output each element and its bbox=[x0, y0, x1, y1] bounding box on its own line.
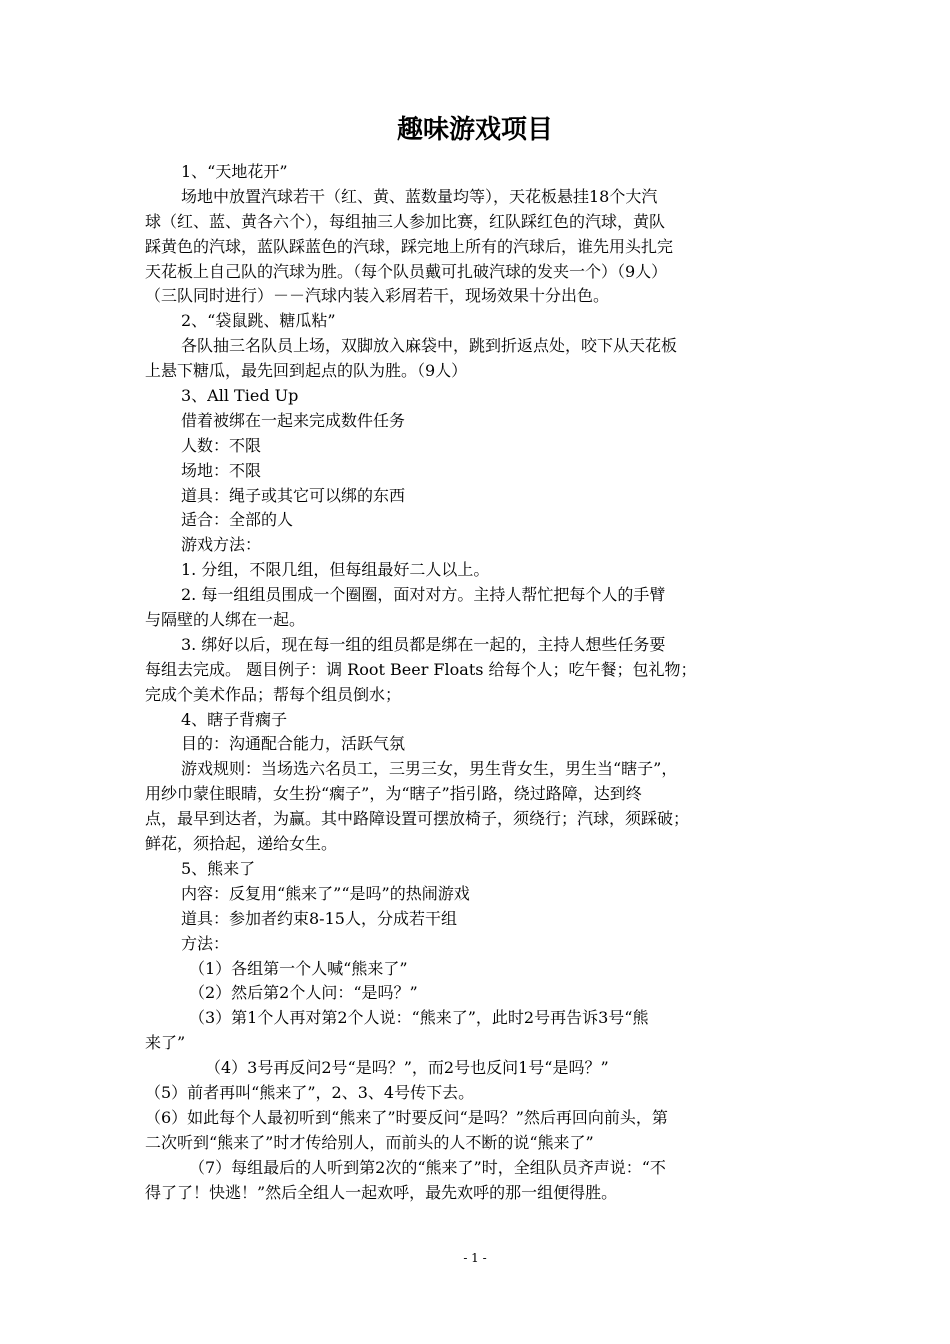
text-line: 2、“袋鼠跳、糖瓜粘” bbox=[181, 311, 336, 331]
text-line: 各队抽三名队员上场，双脚放入麻袋中，跳到折返点处，咬下从天花板 bbox=[181, 336, 678, 356]
text-line: （7）每组最后的人听到第2次的“熊来了”时，全组队员齐声说：“不 bbox=[189, 1157, 666, 1177]
text-line: 点，最早到达者，为赢。其中路障设置可摆放椅子，须绕行；汽球，须踩破； bbox=[145, 809, 690, 829]
text-line: （3）第1个人再对第2个人说：“熊来了”，此时2号再告诉3号“熊 bbox=[189, 1008, 649, 1028]
text-line: 借着被绑在一起来完成数件任务 bbox=[181, 410, 406, 430]
text-line: 踩黄色的汽球，蓝队踩蓝色的汽球，踩完地上所有的汽球后，谁先用头扎完 bbox=[145, 236, 674, 256]
text-line: （4）3号再反问2号“是吗？”，而2号也反问1号“是吗？” bbox=[205, 1058, 609, 1078]
text-line: 得了了！快逃！”然后全组人一起欢呼，最先欢呼的那一组便得胜。 bbox=[145, 1182, 618, 1202]
text-line: 天花板上自己队的汽球为胜。（每个队员戴可扎破汽球的发夹一个）（9人） bbox=[145, 261, 668, 281]
text-line: 5、熊来了 bbox=[181, 858, 256, 878]
text-line: 3、All Tied Up bbox=[181, 386, 299, 406]
text-line: 目的：沟通配合能力，活跃气氛 bbox=[181, 734, 406, 754]
text-line: 每组去完成。 题目例子：调 Root Beer Floats 给每个人；吃午餐；包礼物； bbox=[145, 659, 697, 679]
text-line: 适合：全部的人 bbox=[181, 510, 294, 530]
text-line: 来了” bbox=[145, 1033, 186, 1053]
text-line: 与隔壁的人绑在一起。 bbox=[145, 610, 306, 630]
document-body bbox=[145, 160, 815, 1205]
text-line: 1、“天地花开” bbox=[181, 162, 288, 181]
text-line: 2. 每一组组员围成一个圈圈，面对对方。主持人帮忙把每个人的手臂 bbox=[181, 585, 666, 605]
text-line: 场地：不限 bbox=[181, 460, 262, 480]
text-line: 道具：绳子或其它可以绑的东西 bbox=[181, 485, 406, 505]
text-line: 游戏规则：当场选六名员工，三男三女，男生背女生，男生当“瞎子”， bbox=[181, 759, 678, 779]
text-line: （2）然后第2个人问：“是吗？” bbox=[189, 983, 418, 1003]
text-line: 1. 分组，不限几组，但每组最好二人以上。 bbox=[181, 560, 490, 580]
text-line: 完成个美术作品；帮每个组员倒水； bbox=[145, 684, 402, 704]
text-line: （5）前者再叫“熊来了”，2、3、4号传下去。 bbox=[145, 1082, 475, 1102]
text-line: 场地中放置汽球若干（红、黄、蓝数量均等），天花板悬挂18个大汽 bbox=[181, 186, 658, 206]
text-line: 3. 绑好以后，现在每一组的组员都是绑在一起的，主持人想些任务要 bbox=[181, 634, 666, 654]
text-line: 游戏方法： bbox=[181, 535, 262, 555]
text-line: （6）如此每个人最初听到“熊来了”时要反问“是吗？”然后再回向前头，第 bbox=[145, 1107, 668, 1127]
text-line: 4、瞎子背瘸子 bbox=[181, 709, 288, 729]
text-line: 道具：参加者约束8-15人，分成若干组 bbox=[181, 908, 457, 928]
text-line: 二次听到“熊来了”时才传给别人，而前头的人不断的说“熊来了” bbox=[145, 1132, 594, 1152]
text-line: 上悬下糖瓜，最先回到起点的队为胜。（9人） bbox=[145, 361, 468, 381]
document-title: 趣味游戏项目 bbox=[396, 115, 553, 145]
text-line: 球（红、蓝、黄各六个），每组抽三人参加比赛，红队踩红色的汽球，黄队 bbox=[145, 211, 666, 231]
text-line: 方法： bbox=[181, 933, 230, 953]
text-line: 人数：不限 bbox=[181, 435, 262, 455]
text-line: 内容：反复用“熊来了”“是吗”的热闹游戏 bbox=[181, 883, 470, 903]
text-line: 用纱巾蒙住眼睛，女生扮“瘸子”，为“瞎子”指引路，绕过路障，达到终 bbox=[145, 784, 642, 804]
text-line: 鲜花，须拾起，递给女生。 bbox=[145, 834, 338, 854]
page-number: - 1 - bbox=[463, 1251, 487, 1265]
text-line: （1）各组第一个人喊“熊来了” bbox=[189, 958, 408, 978]
text-line: （三队同时进行）－－汽球内装入彩屑若干，现场效果十分出色。 bbox=[145, 286, 610, 306]
